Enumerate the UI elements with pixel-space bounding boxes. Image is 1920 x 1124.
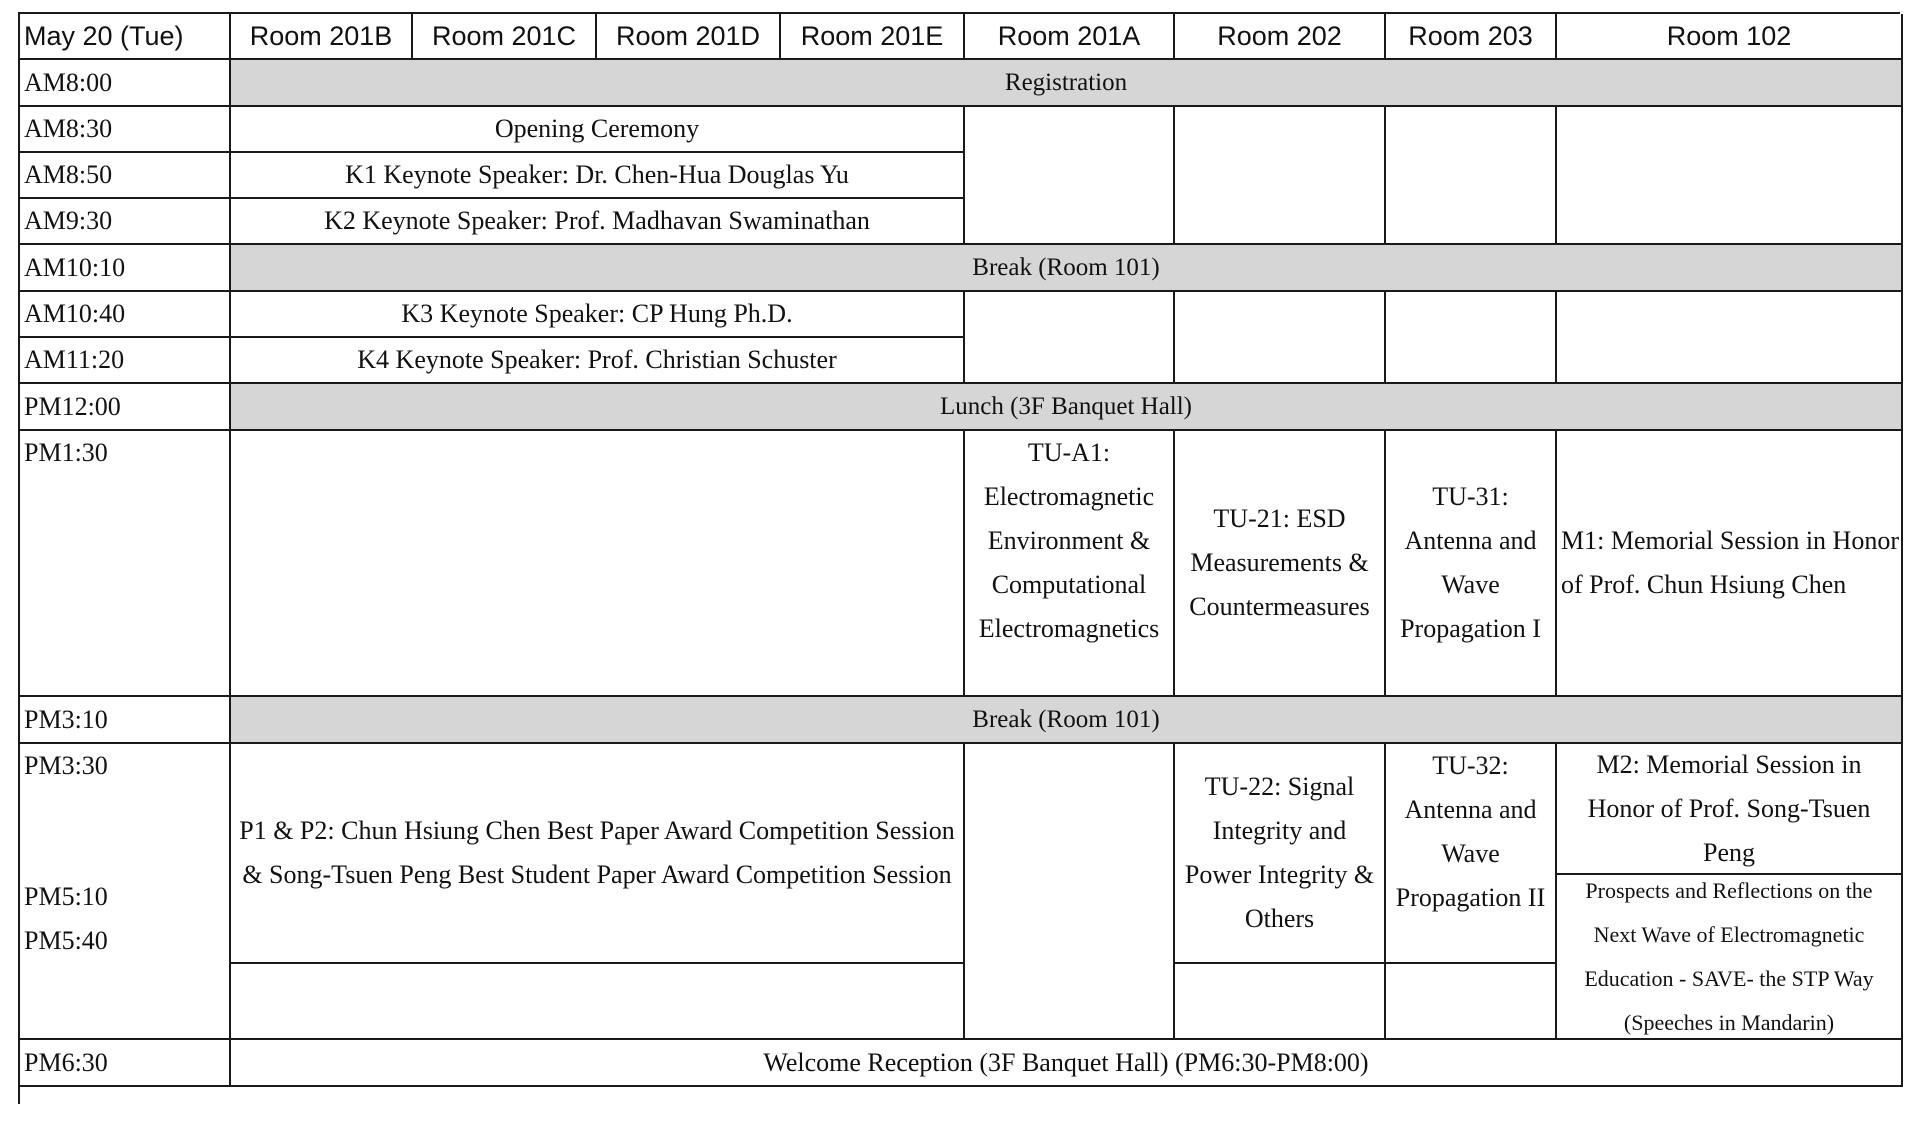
- empty-cell: [1175, 964, 1386, 1040]
- time-am1010: AM10:10: [20, 245, 231, 292]
- empty-cell: [1175, 107, 1386, 245]
- time-am0930: AM9:30: [20, 199, 231, 245]
- session-keynote-k3: K3 Keynote Speaker: CP Hung Ph.D.: [231, 292, 965, 338]
- empty-cell: [1557, 107, 1903, 245]
- time-pm0130: PM1:30: [20, 431, 231, 697]
- empty-cell: [231, 964, 965, 1040]
- session-tu-a1: TU-A1: Electromagnetic Environment & Computational Electromagnetics: [965, 431, 1175, 697]
- header-room-201c: Room 201C: [413, 14, 597, 60]
- header-room-202: Room 202: [1175, 14, 1386, 60]
- session-registration: Registration: [231, 60, 1903, 107]
- session-tu-21: TU-21: ESD Measurements & Countermeasures: [1175, 431, 1386, 697]
- header-room-201a: Room 201A: [965, 14, 1175, 60]
- header-room-102: Room 102: [1557, 14, 1903, 60]
- header-date: May 20 (Tue): [20, 14, 231, 60]
- session-tu-31: TU-31: Antenna and Wave Propagation I: [1386, 431, 1557, 697]
- time-column-afternoon: [20, 744, 231, 1040]
- empty-cell: [1386, 292, 1557, 384]
- empty-cell: [965, 292, 1175, 384]
- session-welcome-reception: Welcome Reception (3F Banquet Hall) (PM6:30-PM8:00): [231, 1040, 1903, 1087]
- time-pm0540: PM5:40: [24, 926, 108, 955]
- time-am0850: AM8:50: [20, 153, 231, 199]
- session-prospects-and-reflections: Prospects and Reflections on the Next Wave of Electromagnetic Education - SAVE- the STP Way (Speeches in Mandarin): [1557, 875, 1903, 1040]
- session-opening-ceremony: Opening Ceremony: [231, 107, 965, 153]
- time-am1120: AM11:20: [20, 338, 231, 384]
- header-room-201d: Room 201D: [597, 14, 781, 60]
- empty-cell: [965, 744, 1175, 1040]
- session-tu-32: TU-32: Antenna and Wave Propagation II: [1386, 744, 1557, 964]
- header-room-203: Room 203: [1386, 14, 1557, 60]
- schedule-table: [18, 12, 1900, 1104]
- session-keynote-k4: K4 Keynote Speaker: Prof. Christian Schuster: [231, 338, 965, 384]
- time-pm0310: PM3:10: [20, 697, 231, 744]
- time-am0800: AM8:00: [20, 60, 231, 107]
- empty-cell: [1557, 292, 1903, 384]
- session-break-afternoon: Break (Room 101): [231, 697, 1903, 744]
- header-room-201e: Room 201E: [781, 14, 965, 60]
- session-tu-22: TU-22: Signal Integrity and Power Integrity & Others: [1175, 744, 1386, 964]
- empty-cell: [1386, 964, 1557, 1040]
- time-am0830: AM8:30: [20, 107, 231, 153]
- empty-cell: [1386, 107, 1557, 245]
- time-pm0330: PM3:30: [24, 751, 108, 780]
- session-keynote-k2: K2 Keynote Speaker: Prof. Madhavan Swaminathan: [231, 199, 965, 245]
- time-pm0510: PM5:10: [24, 882, 108, 911]
- time-pm0630: PM6:30: [20, 1040, 231, 1087]
- time-pm1200: PM12:00: [20, 384, 231, 431]
- empty-cell: [231, 431, 965, 697]
- session-p1-p2-award-competition: P1 & P2: Chun Hsiung Chen Best Paper Award Competition Session & Song-Tsuen Peng Best Student Paper Award Competition Session: [231, 744, 965, 964]
- empty-cell: [1175, 292, 1386, 384]
- session-lunch: Lunch (3F Banquet Hall): [231, 384, 1903, 431]
- empty-cell: [965, 107, 1175, 245]
- session-m2: M2: Memorial Session in Honor of Prof. Song-Tsuen Peng: [1557, 744, 1903, 875]
- session-m1: M1: Memorial Session in Honor of Prof. Chun Hsiung Chen: [1557, 431, 1903, 697]
- session-break-morning: Break (Room 101): [231, 245, 1903, 292]
- session-keynote-k1: K1 Keynote Speaker: Dr. Chen-Hua Douglas Yu: [231, 153, 965, 199]
- header-room-201b: Room 201B: [231, 14, 413, 60]
- time-am1040: AM10:40: [20, 292, 231, 338]
